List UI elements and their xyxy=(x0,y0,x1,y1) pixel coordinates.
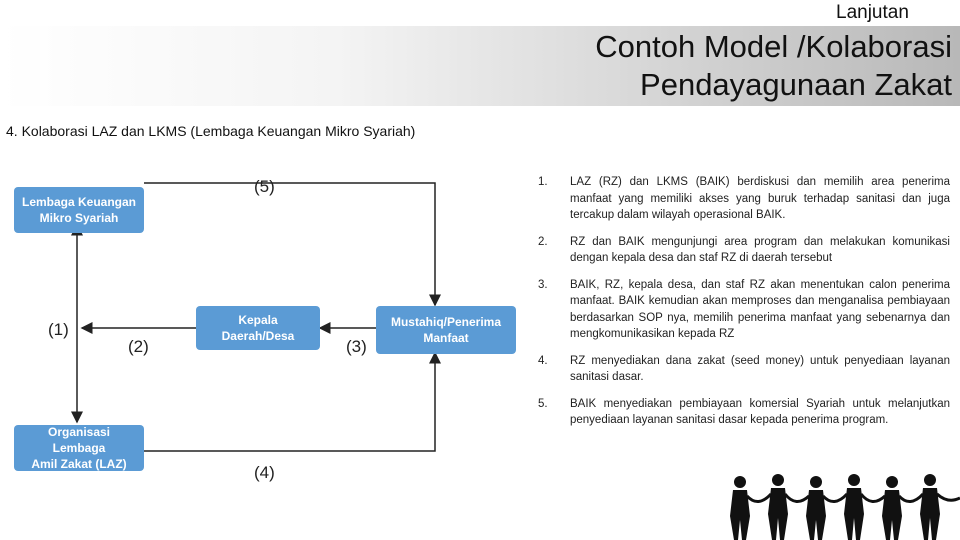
slide-title-line-2: Pendayagunaan Zakat xyxy=(640,67,952,102)
list-item xyxy=(538,353,950,386)
steps-list xyxy=(538,174,950,439)
box-kepala-label: Kepala Daerah/Desa xyxy=(221,313,295,343)
step-number: 4. xyxy=(538,354,548,367)
label-3: (3) xyxy=(346,337,367,356)
box-mustahiq xyxy=(376,306,516,354)
box-lkms-label: Lembaga Keuangan Mikro Syariah xyxy=(21,195,137,225)
collaboration-diagram xyxy=(0,160,540,500)
label-4: (4) xyxy=(254,463,275,482)
continued-label: Lanjutan xyxy=(836,2,909,23)
arrow-5 xyxy=(144,183,435,305)
box-kepala-daerah xyxy=(196,306,320,350)
box-laz xyxy=(14,425,144,471)
arrow-4 xyxy=(144,353,435,451)
label-5: (5) xyxy=(254,177,275,196)
section-title: 4. Kolaborasi LAZ dan LKMS (Lembaga Keuangan Mikro Syariah) xyxy=(6,123,416,139)
box-lkms xyxy=(14,187,144,233)
step-text: RZ dan BAIK mengunjungi area program dan melakukan komunikasi dengan kepala desa dan staf RZ di daerah tersebut xyxy=(570,235,950,264)
step-number: 2. xyxy=(538,235,548,248)
list-item xyxy=(538,396,950,429)
step-text: BAIK menyediakan pembiayaan komersial Syariah untuk melanjutkan penyediaan layanan sanitasi dasar kepada penerima program. xyxy=(570,397,950,426)
label-2: (2) xyxy=(128,337,149,356)
box-mustahiq-label: Mustahiq/Penerima Manfaat xyxy=(390,315,502,345)
slide-title-line-1: Contoh Model /Kolaborasi xyxy=(595,29,952,64)
step-text: LAZ (RZ) dan LKMS (BAIK) berdiskusi dan memilih area penerima manfaat yang memiliki akses yang buruk terhadap sanitasi dan juga tercakup dalam wilayah operasional BAIK. xyxy=(570,176,950,221)
list-item xyxy=(538,277,950,343)
people-holding-hands-silhouette-icon xyxy=(720,468,960,540)
step-text: BAIK, RZ, kepala desa, dan staf RZ akan menentukan calon penerima manfaat. BAIK kemudian akan memproses dan menganalisa pembiayaan berdasarkan SOP nya, memilih penerima manfaat yang sebenarnya dan mengkomunikasikan kepada RZ xyxy=(570,278,950,340)
box-laz-label: Organisasi Lembaga Amil Zakat (LAZ) xyxy=(31,425,127,471)
step-number: 1. xyxy=(538,176,548,188)
step-number: 5. xyxy=(538,397,548,410)
list-item xyxy=(538,234,950,267)
slide-title xyxy=(595,28,952,104)
list-item xyxy=(538,174,950,224)
label-1: (1) xyxy=(48,320,69,339)
step-number: 3. xyxy=(538,278,548,291)
step-text: RZ menyediakan dana zakat (seed money) untuk penyediaan layanan sanitasi dasar. xyxy=(570,354,950,383)
